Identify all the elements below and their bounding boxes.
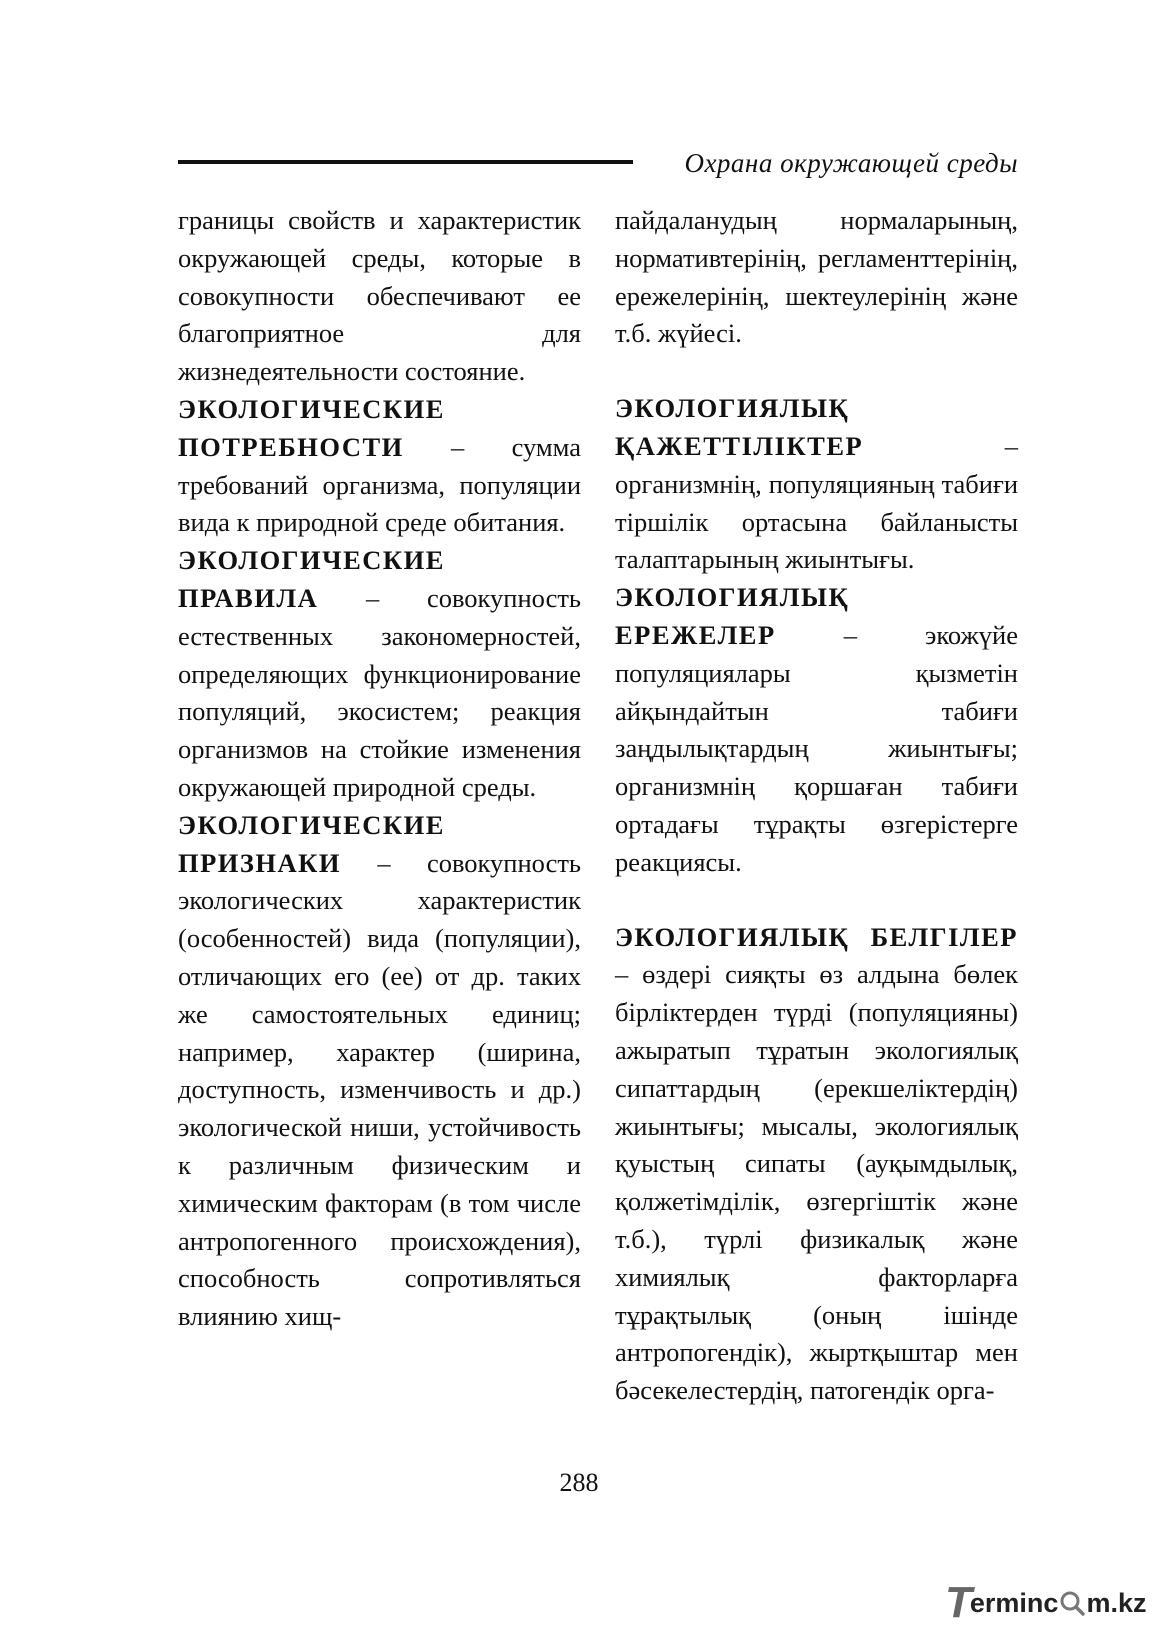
- magnifier-icon: [1059, 1590, 1085, 1616]
- watermark-text-left: erminc: [969, 1587, 1059, 1618]
- paragraph-gap: [615, 353, 1018, 390]
- entry-term: ЭКОЛОГИЯЛЫҚ БЕЛГІЛЕР: [615, 921, 1018, 952]
- watermark-text-right: m.kz: [1086, 1587, 1147, 1618]
- left-column: [178, 202, 581, 1336]
- right-entry-3: [615, 919, 1018, 1410]
- right-entry-1: [615, 390, 1018, 579]
- entry-text: – совокупность экологических характеристик (особенностей) вида (популяции), отличающих его (ее) от др. таких же самостоятельных единиц; например, характер (ширина, доступность, изменчивость и др.) экологической ниши, устойчивость к различным физическим и химическим факторам (в том числе антропогенного происхождения), способность сопротивляться влиянию хищ-: [178, 847, 581, 1332]
- entry-text: – организмнің, популяцияның табиғи тіршілік ортасына байланысты талаптарының жиынтығы.: [615, 430, 1018, 575]
- left-entry-1: [178, 391, 581, 542]
- right-entry-0: [615, 202, 1018, 353]
- entry-term: ЭКОЛОГИЯЛЫҚ ЕРЕЖЕЛЕР: [615, 582, 850, 650]
- entry-term: ЭКОЛОГИЧЕСКИЕ ПОТРЕБНОСТИ: [178, 393, 445, 462]
- site-watermark: [945, 1578, 1147, 1627]
- left-entry-2: [178, 542, 581, 807]
- entry-text: пайдаланудың нормаларының, нормативтерінің, регламенттерінің, ережелерінің, шектеулерінің және т.б. жүйесі.: [615, 205, 1018, 349]
- running-title: Охрана окружающей среды: [684, 148, 1018, 178]
- entry-term: ЭКОЛОГИЧЕСКИЕ ПРАВИЛА: [178, 545, 445, 613]
- entry-term: ЭКОЛОГИЯЛЫҚ ҚАЖЕТТІЛІКТЕР: [615, 393, 864, 461]
- page-number: 288: [559, 1468, 599, 1497]
- watermark-initial: T: [945, 1578, 972, 1627]
- entry-text: границы свойств и характеристик окружающей среды, которые в совокупности обеспечивают ее благоприятное для жизнедеятельности состояние.: [178, 205, 581, 387]
- paragraph-gap: [615, 882, 1018, 919]
- entry-text: – сумма требований организма, популяции вида к природной среде обитания.: [178, 431, 581, 538]
- entry-term: ЭКОЛОГИЧЕСКИЕ ПРИЗНАКИ: [178, 809, 445, 878]
- entry-text: – экожүйе популяциялары қызметін айқындайтын табиғи заңдылықтардың жиынтығы; организмнің қоршаған табиғи ортадағы тұрақты өзгерістерге реакциясы.: [615, 619, 1018, 877]
- left-entry-3: [178, 807, 581, 1336]
- entry-text: – совокупность естественных закономерностей, определяющих функционирование популяций, экосистем; реакция организмов на стойкие изменения окружающей природной среды.: [178, 582, 581, 802]
- left-entry-0: [178, 202, 581, 391]
- right-entry-2: [615, 579, 1018, 881]
- entry-text: – өздері сияқты өз алдына бөлек бірліктерден түрді (популяцияны) ажыратып тұратын экологиялық сипаттардың (ерекшеліктердің) жиынтығы; мысалы, экологиялық қуыстың сипаты (ауқымдылық, қолжетімділік, өзгергіштік және т.б.), түрлі физикалық және химиялық факторларға тұрақтылық (оның ішінде антропогендік), жыртқыштар мен бәсекелестердің, патогендік орга-: [615, 959, 1018, 1406]
- header-rule: [178, 160, 633, 164]
- right-column: [615, 202, 1018, 1410]
